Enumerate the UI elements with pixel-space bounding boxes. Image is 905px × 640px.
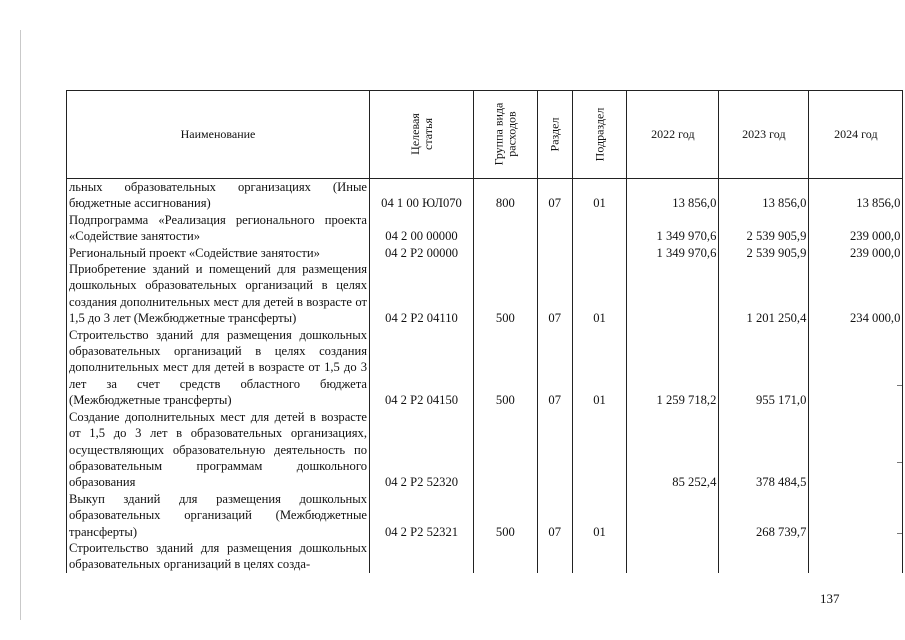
- target-article-cell: [370, 540, 474, 573]
- row-name-cell: Создание дополнительных мест для детей в возрасте от 1,5 до 3 лет в образовательных организациях, осуществляющих образовательную деятельность по образовательным программам дошкольного образования: [67, 409, 370, 491]
- row-name-cell: Приобретение зданий и помещений для размещения дошкольных образовательных организаций в целях создания дополнительных мест для детей в возрасте от 1,5 до 3 лет (Межбюджетные трансферты): [67, 261, 370, 327]
- subsection-cell: [572, 409, 627, 491]
- amount-2022-cell: 85 252,4: [627, 409, 719, 491]
- row-name-cell: Подпрограмма «Реализация регионального проекта «Содействие занятости»: [67, 212, 370, 245]
- amount-2022-cell: 13 856,0: [627, 179, 719, 212]
- subsection-cell: 01: [572, 491, 627, 540]
- table-row: [67, 540, 903, 573]
- amount-2024-cell: 239 000,0: [809, 245, 903, 261]
- header-expense-group: Группа вида расходов: [474, 91, 538, 179]
- table-row: [67, 179, 903, 212]
- section-cell: 07: [537, 491, 572, 540]
- table-row: [67, 491, 903, 540]
- subsection-cell: [572, 540, 627, 573]
- expense-group-cell: 800: [474, 179, 538, 212]
- amount-2023-cell: 955 171,0: [719, 327, 809, 409]
- subsection-cell: [572, 212, 627, 245]
- header-subsection: Подраздел: [572, 91, 627, 179]
- expense-group-cell: 500: [474, 261, 538, 327]
- amount-2022-cell: [627, 491, 719, 540]
- amount-2022-cell: 1 349 970,6: [627, 212, 719, 245]
- header-year-2023: 2023 год: [719, 91, 809, 179]
- section-cell: [537, 540, 572, 573]
- amount-2023-cell: [719, 540, 809, 573]
- target-article-cell: 04 2 Р2 52321: [370, 491, 474, 540]
- expense-group-cell: [474, 409, 538, 491]
- amount-2024-cell: 234 000,0: [809, 261, 903, 327]
- header-target-article: Целевая статья: [370, 91, 474, 179]
- section-cell: [537, 212, 572, 245]
- page-left-margin-line: [20, 30, 21, 620]
- subsection-cell: 01: [572, 261, 627, 327]
- expense-group-cell: [474, 540, 538, 573]
- row-name-cell: льных образовательных организациях (Иные бюджетные ассигнования): [67, 179, 370, 212]
- target-article-cell: 04 2 Р2 04150: [370, 327, 474, 409]
- expense-group-cell: 500: [474, 327, 538, 409]
- target-article-cell: 04 2 Р2 52320: [370, 409, 474, 491]
- amount-2024-cell: [809, 327, 903, 409]
- amount-2023-cell: 268 739,7: [719, 491, 809, 540]
- expense-group-cell: [474, 245, 538, 261]
- amount-2022-cell: [627, 540, 719, 573]
- table-row: [67, 327, 903, 409]
- amount-2024-cell: [809, 409, 903, 491]
- section-cell: [537, 409, 572, 491]
- subsection-cell: 01: [572, 327, 627, 409]
- row-name-cell: Строительство зданий для размещения дошкольных образовательных организаций в целях созда-: [67, 540, 370, 573]
- page-number: 137: [820, 591, 840, 606]
- amount-2024-cell: 239 000,0: [809, 212, 903, 245]
- amount-2023-cell: 2 539 905,9: [719, 212, 809, 245]
- amount-2023-cell: 1 201 250,4: [719, 261, 809, 327]
- amount-2023-cell: 2 539 905,9: [719, 245, 809, 261]
- table-row: [67, 245, 903, 261]
- row-name-cell: Строительство зданий для размещения дошкольных образовательных организаций в целях создания дополнительных мест для детей в возрасте от 1,5 до 3 лет за счет средств областного бюджета (Межбюджетные трансферты): [67, 327, 370, 409]
- row-name-cell: Региональный проект «Содействие занятости»: [67, 245, 370, 261]
- table-header-row: [67, 91, 903, 179]
- section-cell: 07: [537, 327, 572, 409]
- table-row: [67, 409, 903, 491]
- amount-2023-cell: 13 856,0: [719, 179, 809, 212]
- target-article-cell: 04 2 00 00000: [370, 212, 474, 245]
- expense-group-cell: 500: [474, 491, 538, 540]
- amount-2024-cell: [809, 491, 903, 540]
- amount-2022-cell: [627, 261, 719, 327]
- amount-2024-cell: [809, 540, 903, 573]
- amount-2023-cell: 378 484,5: [719, 409, 809, 491]
- amount-2022-cell: 1 259 718,2: [627, 327, 719, 409]
- subsection-cell: 01: [572, 179, 627, 212]
- section-cell: 07: [537, 261, 572, 327]
- budget-table: [66, 90, 903, 573]
- target-article-cell: 04 1 00 ЮЛ070: [370, 179, 474, 212]
- table-row: [67, 212, 903, 245]
- header-name: Наименование: [67, 91, 370, 179]
- amount-2024-cell: 13 856,0: [809, 179, 903, 212]
- section-cell: [537, 245, 572, 261]
- section-cell: 07: [537, 179, 572, 212]
- header-year-2022: 2022 год: [627, 91, 719, 179]
- subsection-cell: [572, 245, 627, 261]
- amount-2022-cell: 1 349 970,6: [627, 245, 719, 261]
- target-article-cell: 04 2 Р2 04110: [370, 261, 474, 327]
- row-name-cell: Выкуп зданий для размещения дошкольных образовательных организаций (Межбюджетные трансферты): [67, 491, 370, 540]
- target-article-cell: 04 2 Р2 00000: [370, 245, 474, 261]
- expense-group-cell: [474, 212, 538, 245]
- header-year-2024: 2024 год: [809, 91, 903, 179]
- header-section: Раздел: [537, 91, 572, 179]
- table-row: [67, 261, 903, 327]
